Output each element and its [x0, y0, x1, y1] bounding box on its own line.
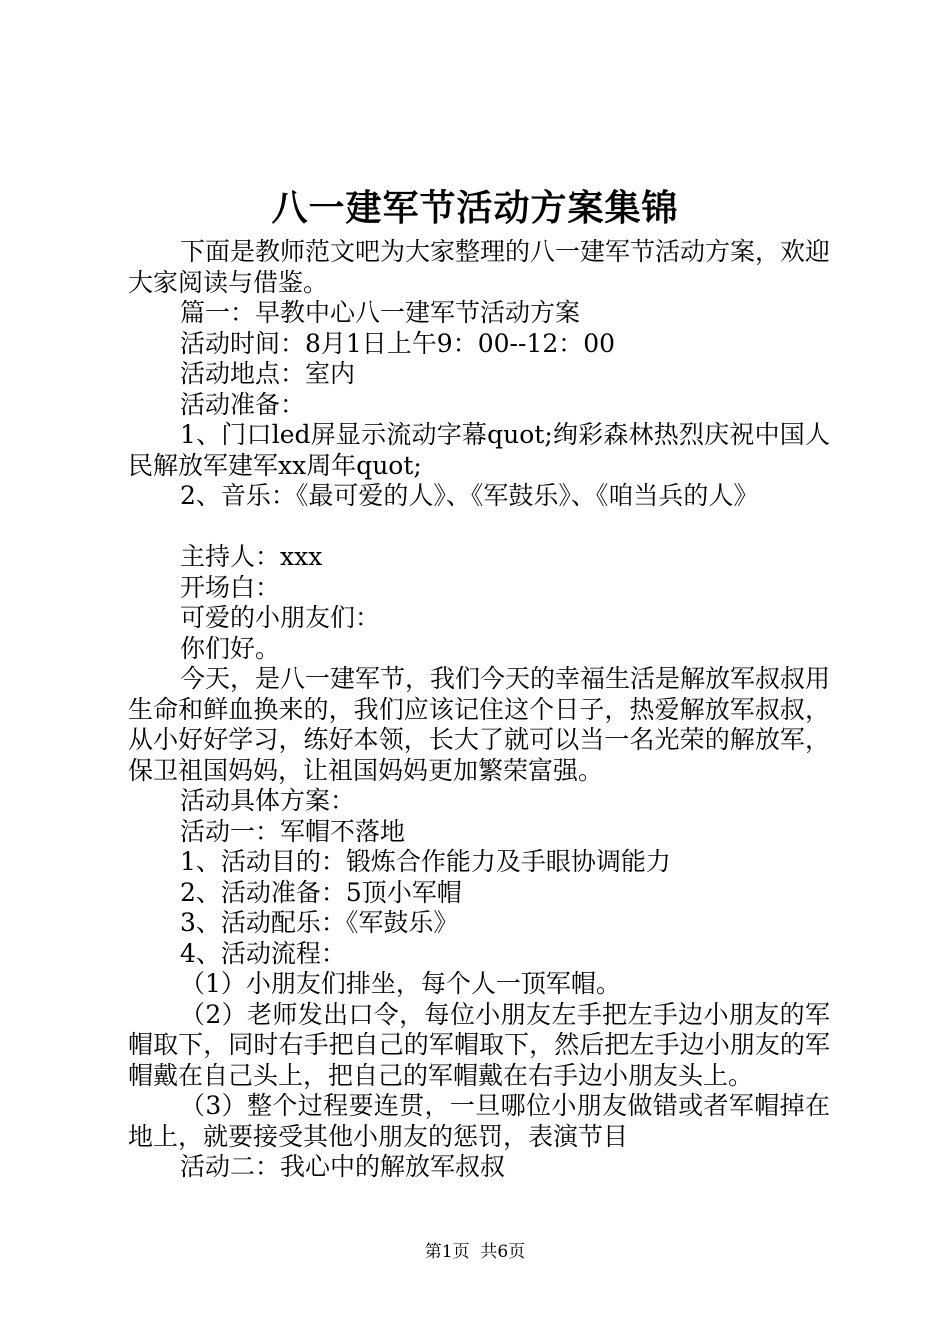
- paragraph-step-2: （2）老师发出口令，每位小朋友左手把左手边小朋友的军帽取下，同时右手把自己的军帽取下，然后把左手边小朋友的军帽戴在自己头上，把自己的军帽戴在右手边小朋友头上。: [128, 999, 830, 1090]
- paragraph-time: 活动时间：8月1日上午9：00--12：00: [180, 328, 616, 358]
- paragraph-intro: 下面是教师范文吧为大家整理的八一建军节活动方案，欢迎大家阅读与借鉴。: [128, 237, 831, 297]
- paragraph-step-1: （1）小朋友们排坐，每个人一顶军帽。: [180, 969, 621, 998]
- paragraph-activity-2: 活动二：我心中的解放军叔叔: [180, 1152, 506, 1181]
- paragraph-location: 活动地点：室内: [180, 359, 356, 388]
- paragraph-greeting: 可爱的小朋友们：: [180, 603, 381, 632]
- paragraph-activity-1-prep: 2、活动准备：5顶小军帽: [180, 877, 462, 907]
- page-footer: [0, 1240, 950, 1264]
- paragraph-preparation: 活动准备：: [180, 389, 306, 419]
- paragraph-activity-1: 活动一：军帽不落地: [180, 816, 406, 846]
- paragraph-prep-item-2: 2、音乐：《最可爱的人》、《军鼓乐》、《咱当兵的人》: [180, 481, 759, 510]
- paragraph-opening: 开场白：: [180, 572, 281, 602]
- paragraph-host: 主持人：xxx: [180, 542, 323, 571]
- paragraph-speech: 今天，是八一建军节，我们今天的幸福生活是解放军叔叔用生命和鲜血换来的，我们应该记住这个日子，热爱解放军叔叔，从小好好学习，练好本领，长大了就可以当一名光荣的解放军，保卫祖国妈妈，让祖国妈妈更加繁荣富强。: [128, 664, 831, 785]
- paragraph-blank: [128, 512, 830, 543]
- page-total: 共6页: [480, 1242, 526, 1262]
- page-number: 第1页: [424, 1242, 470, 1262]
- paragraph-activity-1-music: 3、活动配乐：《军鼓乐》: [180, 908, 459, 937]
- document-body: [128, 237, 830, 1183]
- paragraph-activity-1-process: 4、活动流程：: [180, 938, 346, 968]
- paragraph-prep-item-1: 1、门口led屏显示流动字幕quot;绚彩森林热烈庆祝中国人民解放军建军xx周年quot;: [128, 420, 830, 480]
- paragraph-step-3: （3）整个过程要连贯，一旦哪位小朋友做错或者军帽掉在地上，就要接受其他小朋友的惩罚，表演节目: [128, 1091, 830, 1151]
- paragraph-hello: 你们好。: [180, 633, 281, 663]
- document-title: 八一建军节活动方案集锦: [271, 187, 679, 229]
- paragraph-plan-heading: 活动具体方案：: [180, 786, 356, 815]
- paragraph-activity-1-goal: 1、活动目的：锻炼合作能力及手眼协调能力: [180, 847, 671, 876]
- paragraph-section-heading: 篇一：早教中心八一建军节活动方案: [180, 298, 581, 327]
